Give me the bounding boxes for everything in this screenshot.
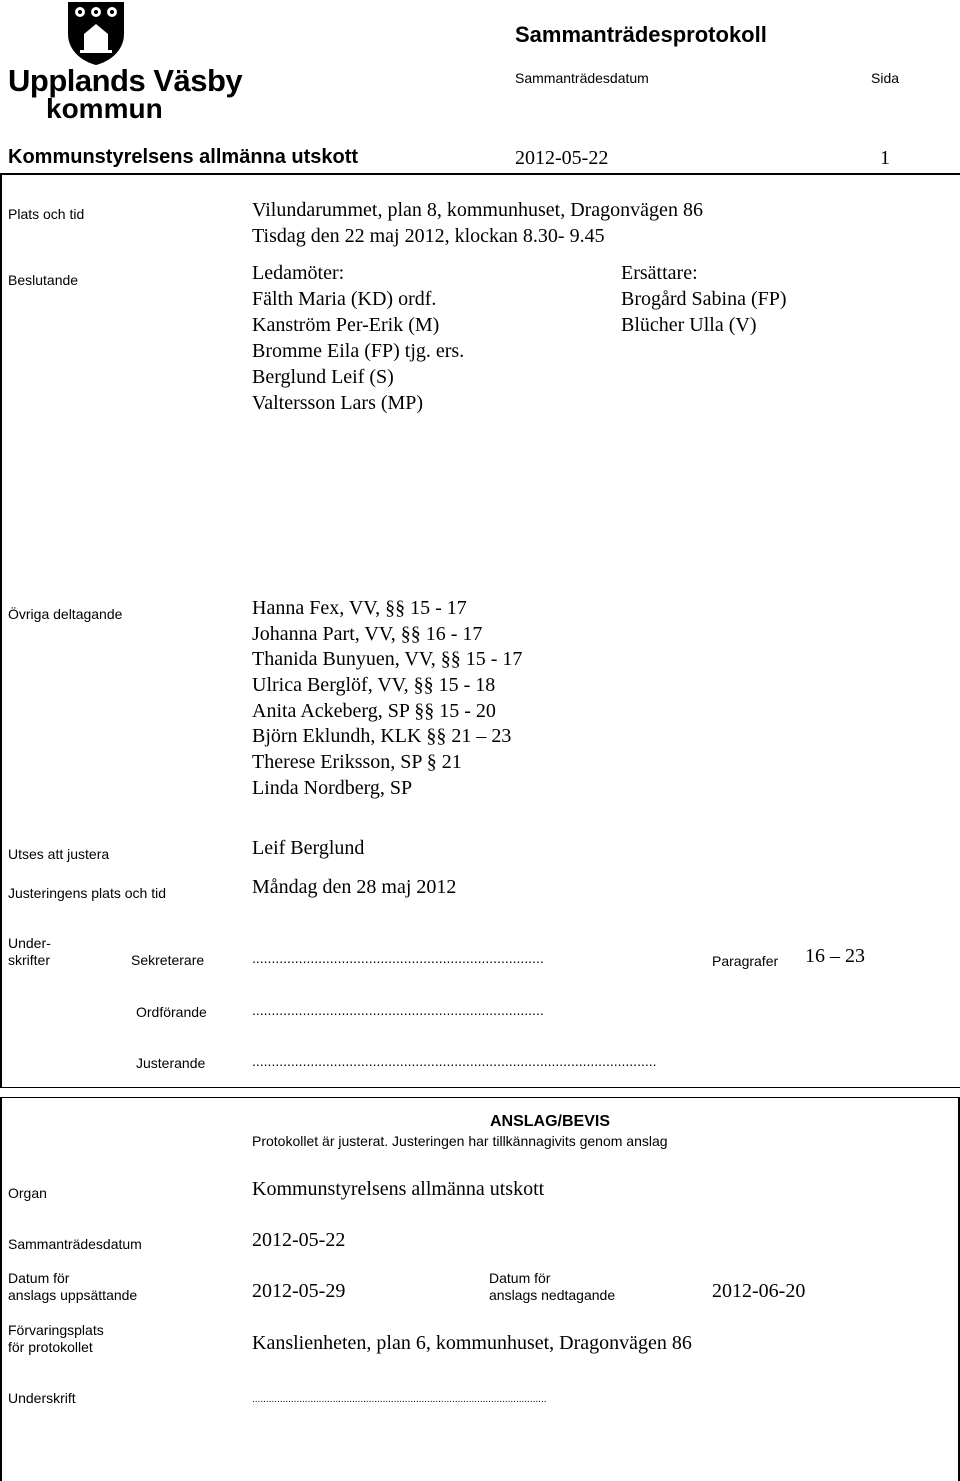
members-line-6: Valtersson Lars (MP): [252, 392, 424, 414]
adjuster-signature-line: ........................................................................................................: [252, 1053, 657, 1069]
organ-label: Organ: [8, 1185, 47, 1201]
posted-label-2: anslags uppsättande: [8, 1287, 138, 1303]
others-line-7: Therese Eriksson, SP § 21: [252, 751, 462, 773]
notice-top-rule: [0, 1097, 960, 1098]
header-rule: [0, 173, 960, 175]
organ-value: Kommunstyrelsens allmänna utskott: [252, 1178, 545, 1200]
logo-text-line1: Upplands Väsby: [8, 63, 243, 98]
place-line-1: Vilundarummet, plan 8, kommunhuset, Dragonvägen 86: [252, 199, 703, 221]
header-page-label: Sida: [871, 70, 900, 86]
municipality-logo: [8, 0, 243, 125]
place-label: Plats och tid: [8, 206, 85, 222]
members-line-3: Kanström Per-Erik (M): [252, 314, 440, 336]
others-line-8: Linda Nordberg, SP: [252, 777, 413, 799]
notice-heading: ANSLAG/BEVIS: [490, 1113, 611, 1130]
signature-label: Underskrift: [8, 1390, 76, 1406]
header-date-label: Sammanträdesdatum: [515, 70, 649, 86]
others-line-3: Thanida Bunyuen, VV, §§ 15 - 17: [252, 648, 523, 670]
deciding-label: Beslutande: [8, 272, 79, 288]
secretary-label: Sekreterare: [131, 952, 205, 968]
left-border-top: [0, 173, 2, 1087]
adjust-label: Utses att justera: [8, 846, 110, 862]
meeting-date: 2012-05-22: [515, 147, 609, 169]
document-title: Sammanträdesprotokoll: [515, 22, 767, 47]
others-line-6: Björn Eklundh, KLK §§ 21 – 23: [252, 725, 512, 747]
removed-label-2: anslags nedtagande: [489, 1287, 616, 1303]
substitutes-line-3: Blücher Ulla (V): [621, 314, 757, 336]
others-line-1: Hanna Fex, VV, §§ 15 - 17: [252, 597, 467, 619]
substitutes-line-2: Brogård Sabina (FP): [621, 288, 787, 310]
chair-label: Ordförande: [136, 1004, 207, 1020]
paragraphs-value: 16 – 23: [805, 945, 865, 967]
secretary-signature-line: ...........................................................................: [252, 950, 544, 966]
notice-date-label: Sammanträdesdatum: [8, 1236, 142, 1252]
notice-subheading: Protokollet är justerat. Justeringen har tillkännagivits genom anslag: [252, 1133, 668, 1149]
storage-label-2: för protokollet: [8, 1339, 93, 1355]
place-line-2: Tisdag den 22 maj 2012, klockan 8.30- 9.45: [252, 225, 605, 247]
others-line-5: Anita Ackeberg, SP §§ 15 - 20: [252, 700, 496, 722]
signatures-label-2: skrifter: [8, 952, 50, 968]
storage-value: Kanslienheten, plan 6, kommunhuset, Dragonvägen 86: [252, 1332, 692, 1354]
members-line-2: Fälth Maria (KD) ordf.: [252, 288, 437, 310]
signatures-label-1: Under-: [8, 935, 51, 951]
committee-title: Kommunstyrelsens allmänna utskott: [8, 146, 359, 168]
adjuster-name: Leif Berglund: [252, 837, 365, 859]
substitutes-line-1: Ersättare:: [621, 262, 698, 284]
signature-line: ..........................................................................................................: [252, 1394, 547, 1405]
others-line-4: Ulrica Berglöf, VV, §§ 15 - 18: [252, 674, 496, 696]
section-rule: [0, 1087, 960, 1088]
others-label: Övriga deltagande: [8, 606, 123, 622]
adjuster-label: Justerande: [136, 1055, 206, 1071]
adjust-when: Måndag den 28 maj 2012: [252, 876, 457, 898]
storage-label-1: Förvaringsplats: [8, 1322, 104, 1338]
members-line-4: Bromme Eila (FP) tjg. ers.: [252, 340, 465, 362]
notice-date-value: 2012-05-22: [252, 1229, 346, 1251]
members-line-5: Berglund Leif (S): [252, 366, 394, 388]
chair-signature-line: ...........................................................................: [252, 1002, 544, 1018]
coat-of-arms-icon: [66, 0, 126, 66]
posted-label-1: Datum för: [8, 1270, 70, 1286]
paragraphs-label: Paragrafer: [712, 953, 779, 969]
page-number: 1: [880, 147, 890, 169]
left-border-bottom: [0, 1097, 2, 1481]
others-line-2: Johanna Part, VV, §§ 16 - 17: [252, 623, 483, 645]
members-line-1: Ledamöter:: [252, 262, 345, 284]
posted-date: 2012-05-29: [252, 1280, 346, 1302]
logo-text-line2: kommun: [46, 93, 163, 124]
removed-label-1: Datum för: [489, 1270, 551, 1286]
removed-date: 2012-06-20: [712, 1280, 806, 1302]
adjust-when-label: Justeringens plats och tid: [8, 885, 166, 901]
